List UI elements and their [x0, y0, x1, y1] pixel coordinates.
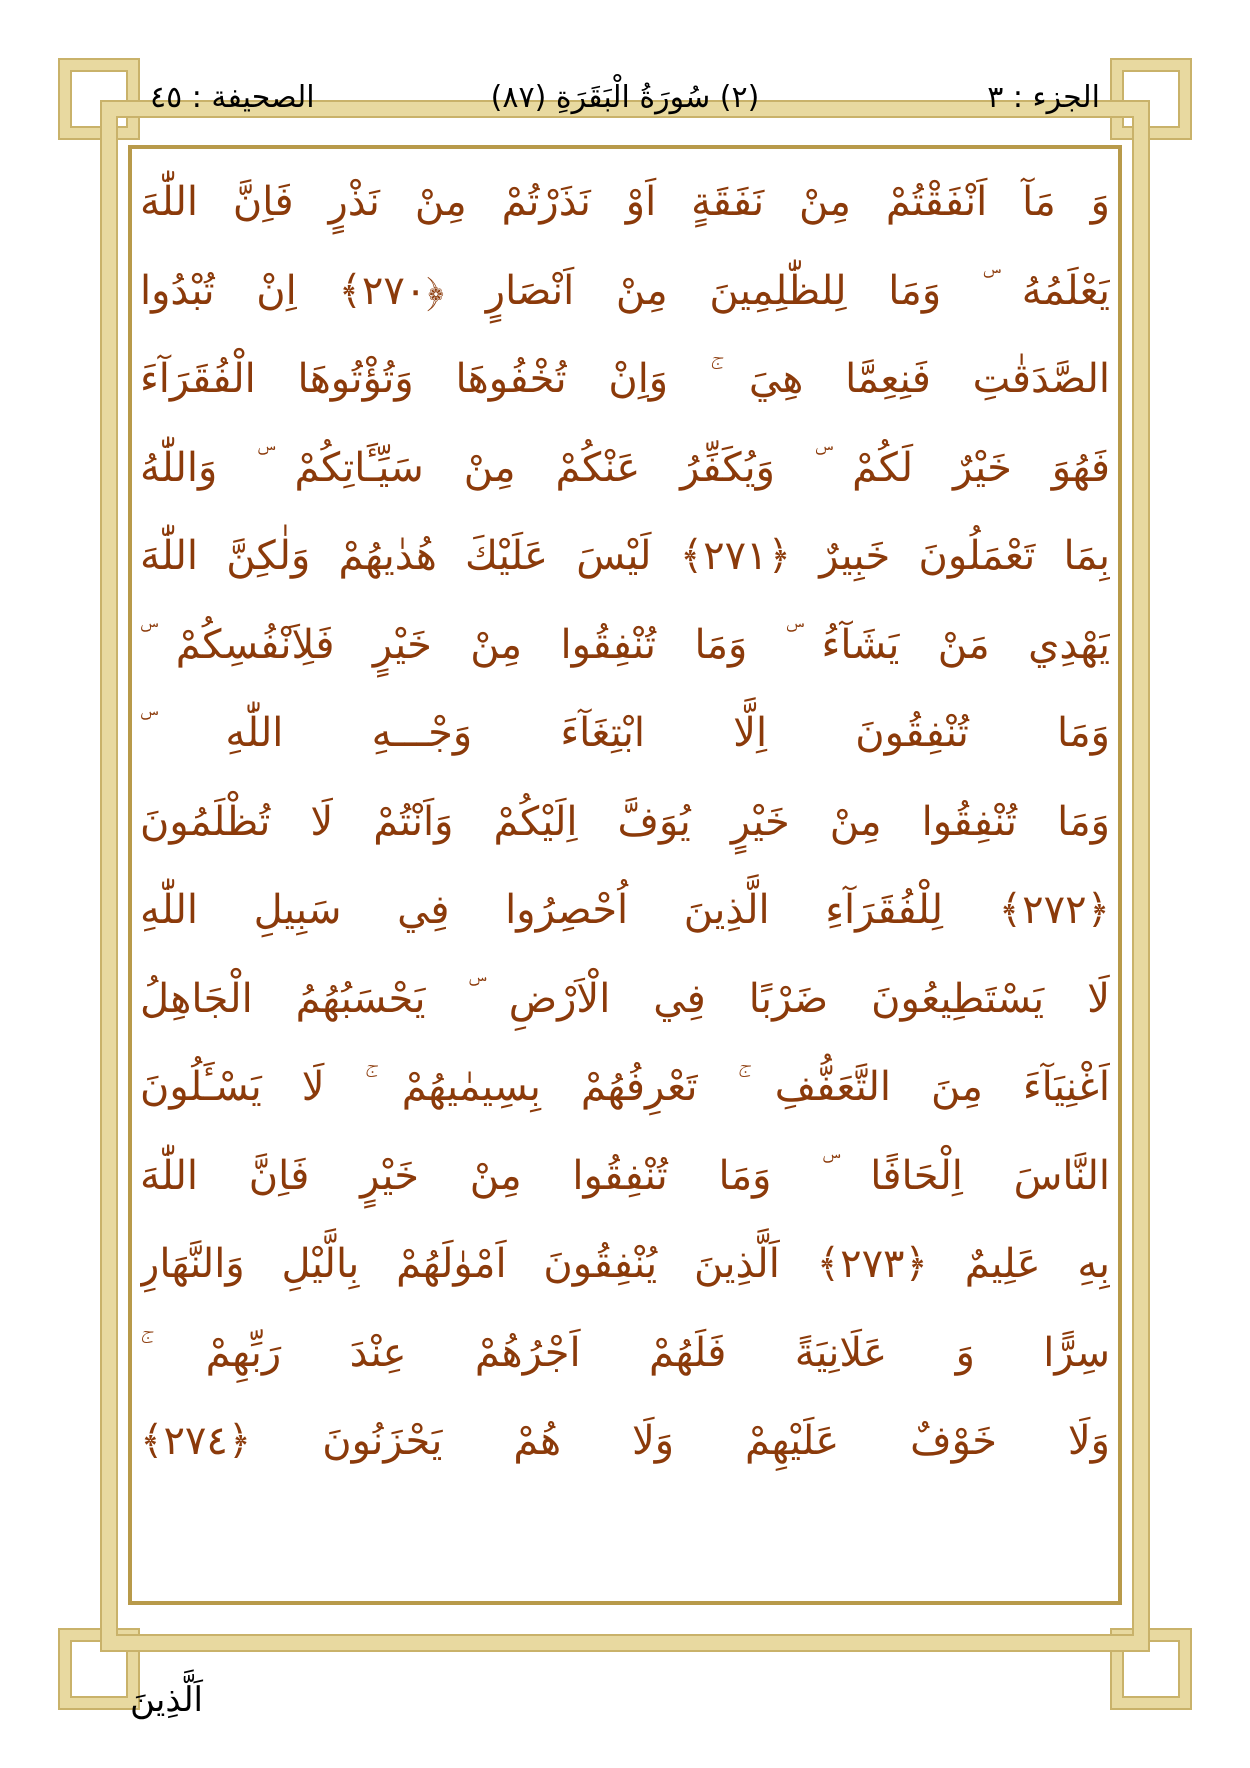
- text-line: [140, 1043, 1110, 1132]
- catchword: اَلَّذِينَ: [130, 1680, 203, 1720]
- text-line: [140, 424, 1110, 513]
- text-line: [140, 778, 1110, 867]
- text-line-content: وَمَا تُنْفِقُونَ اِلَّا ابْتِغَآءَ وَجْـــهِ اللّٰهِ ۜ: [140, 710, 1110, 756]
- text-line-content: بِمَا تَعْمَلُونَ خَبِيرٌ ﴿٢٧١﴾ لَيْسَ عَلَيْكَ هُدٰيهُمْ وَلٰكِنَّ اللّٰهَ: [140, 533, 1110, 579]
- text-line-content: وَلَا خَوْفٌ عَلَيْهِمْ وَلَا هُمْ يَحْزَنُونَ ﴿٢٧٤﴾: [140, 1418, 1110, 1464]
- text-line: [140, 1220, 1110, 1309]
- page-number: الصحيفة : ٤٥: [150, 80, 315, 115]
- text-line-content: اَغْنِيَآءَ مِنَ التَّعَفُّفِ ۚ تَعْرِفُهُمْ بِسِيمٰيهُمْ ۚ لَا يَسْـَٔلُونَ: [140, 1064, 1110, 1110]
- quran-text-block: [140, 158, 1110, 1486]
- text-line: [140, 512, 1110, 601]
- text-line: [140, 158, 1110, 247]
- text-line: [140, 1132, 1110, 1221]
- text-line-content: الصَّدَقٰتِ فَنِعِمَّا هِيَ ۚ وَاِنْ تُخْفُوهَا وَتُؤْتُوهَا الْفُقَرَآءَ: [140, 356, 1110, 402]
- surah-title: (٢) سُورَةُ الْبَقَرَةِ (٨٧): [490, 80, 760, 115]
- text-line: [140, 689, 1110, 778]
- text-line-content: وَ مَآ اَنْفَقْتُمْ مِنْ نَفَقَةٍ اَوْ نَذَرْتُمْ مِنْ نَذْرٍ فَاِنَّ اللّٰهَ: [140, 179, 1110, 225]
- text-line: [140, 335, 1110, 424]
- text-line-content: وَمَا تُنْفِقُوا مِنْ خَيْرٍ يُوَفَّ اِلَيْكُمْ وَاَنْتُمْ لَا تُظْلَمُونَ: [140, 798, 1110, 845]
- text-line-content: سِرًّا وَ عَلَانِيَةً فَلَهُمْ اَجْرُهُمْ عِنْدَ رَبِّهِمْ ۚ: [140, 1329, 1110, 1376]
- text-line-content: النَّاسَ اِلْحَافًا ۜ وَمَا تُنْفِقُوا مِنْ خَيْرٍ فَاِنَّ اللّٰهَ: [140, 1152, 1110, 1199]
- text-line-content: ﴿٢٧٢﴾ لِلْفُقَرَآءِ الَّذِينَ اُحْصِرُوا فِي سَبِيلِ اللّٰهِ: [140, 887, 1110, 933]
- juz-label: الجزء : ٣: [987, 80, 1100, 115]
- text-line-content: فَهُوَ خَيْرٌ لَكُمْ ۜ وَيُكَفِّرُ عَنْكُمْ مِنْ سَيِّـَٔاتِكُمْ ۜ وَاللّٰهُ: [140, 444, 1110, 491]
- text-line: [140, 1309, 1110, 1398]
- text-line: [140, 247, 1110, 336]
- text-line: [140, 866, 1110, 955]
- text-line-content: لَا يَسْتَطِيعُونَ ضَرْبًا فِي الْاَرْضِ ۜ يَحْسَبُهُمُ الْجَاهِلُ: [140, 975, 1110, 1022]
- text-line-content: يَهْدِي مَنْ يَشَآءُ ۜ وَمَا تُنْفِقُوا مِنْ خَيْرٍ فَلِاَنْفُسِكُمْ ۜ: [140, 621, 1110, 668]
- page-header: [150, 72, 1100, 132]
- text-line-content: يَعْلَمُهُ ۜ وَمَا لِلظّٰلِمِينَ مِنْ اَنْصَارٍ ﴿٢٧٠﴾ اِنْ تُبْدُوا: [140, 267, 1110, 314]
- text-line-content: بِهِ عَلِيمٌ ﴿٢٧٣﴾ اَلَّذِينَ يُنْفِقُونَ اَمْوٰلَهُمْ بِالَّيْلِ وَالنَّهَارِ: [140, 1241, 1110, 1287]
- text-line: [140, 955, 1110, 1044]
- text-line: [140, 601, 1110, 690]
- text-line: [140, 1397, 1110, 1486]
